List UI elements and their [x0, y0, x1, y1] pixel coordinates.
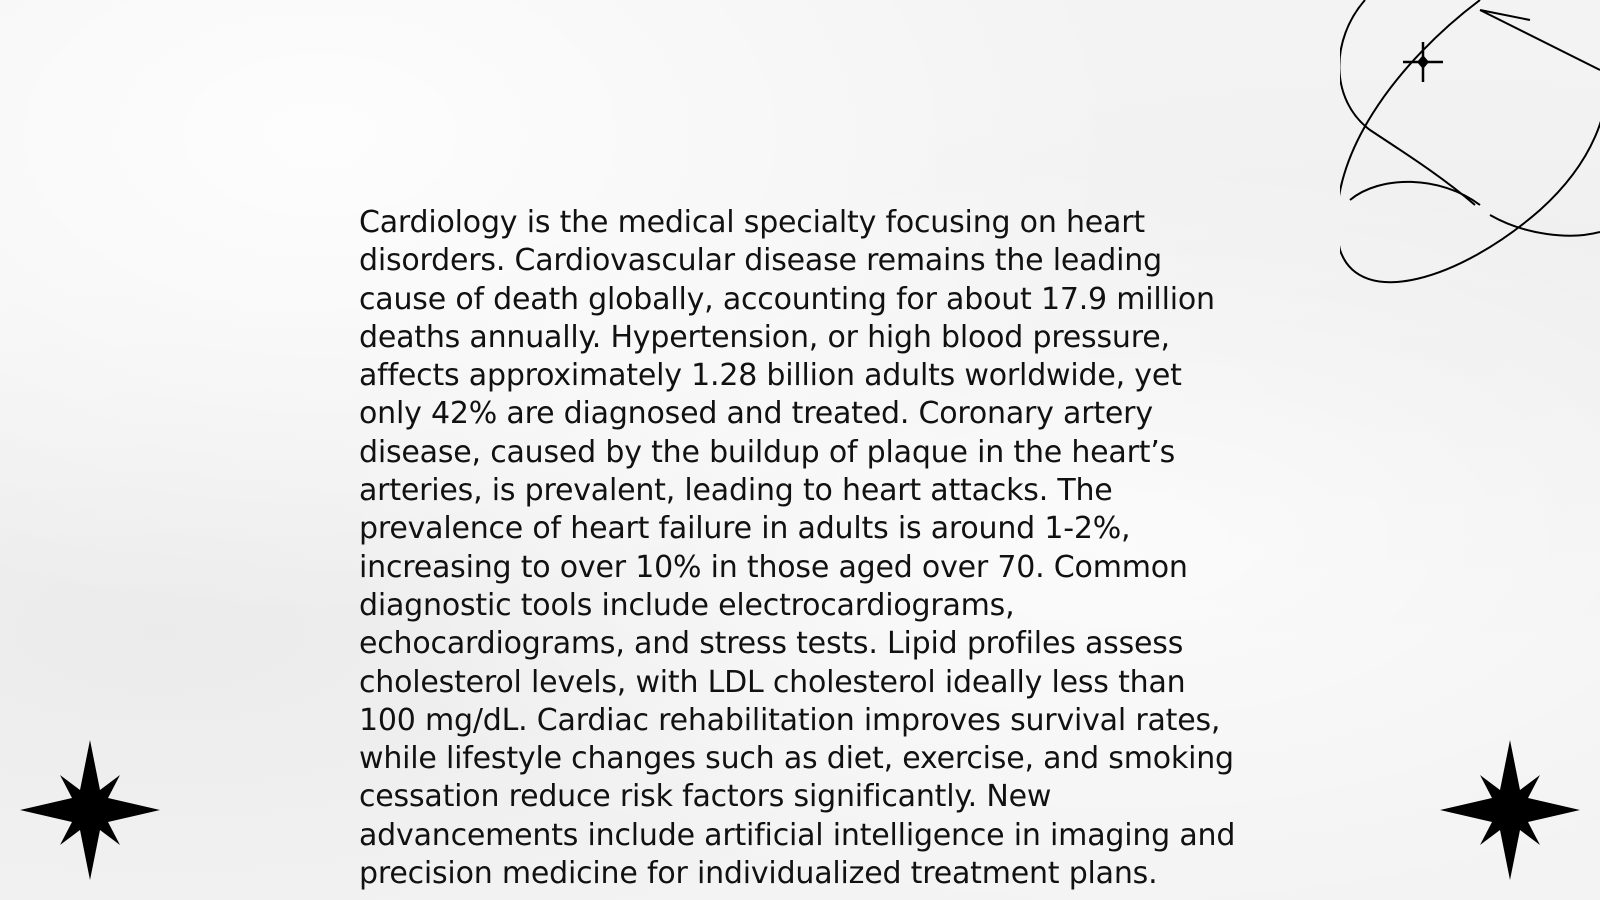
body-paragraph: Cardiology is the medical specialty focusing on heart disorders. Cardiovascular disease remains the leading cause of death globally, accounting for about 17.9 million deaths annually. Hypertension, or high blood pressure, affects approximately 1.28 billion adults worldwide, yet only 42% are diagnosed and treated. Coronary artery disease, caused by the buildup of plaque in the heart’s arteries, is prevalent, leading to heart attacks. The prevalence of heart failure in adults is around 1-2%, increasing to over 10% in those aged over 70. Common diagnostic tools include electrocardiograms, echocardiograms, and stress tests. Lipid profiles assess cholesterol levels, with LDL cholesterol ideally less than 100 mg/dL. Cardiac rehabilitation improves survival rates, while lifestyle changes such as diet, exercise, and smoking cessation reduce risk factors significantly. New advancements include artificial intelligence in imaging and precision medicine for individualized treatment plans.: [359, 205, 1236, 892]
four-point-star-icon: [20, 740, 160, 880]
four-point-star-icon: [1440, 740, 1580, 880]
orbit-sparkle-icon: [1340, 0, 1600, 300]
